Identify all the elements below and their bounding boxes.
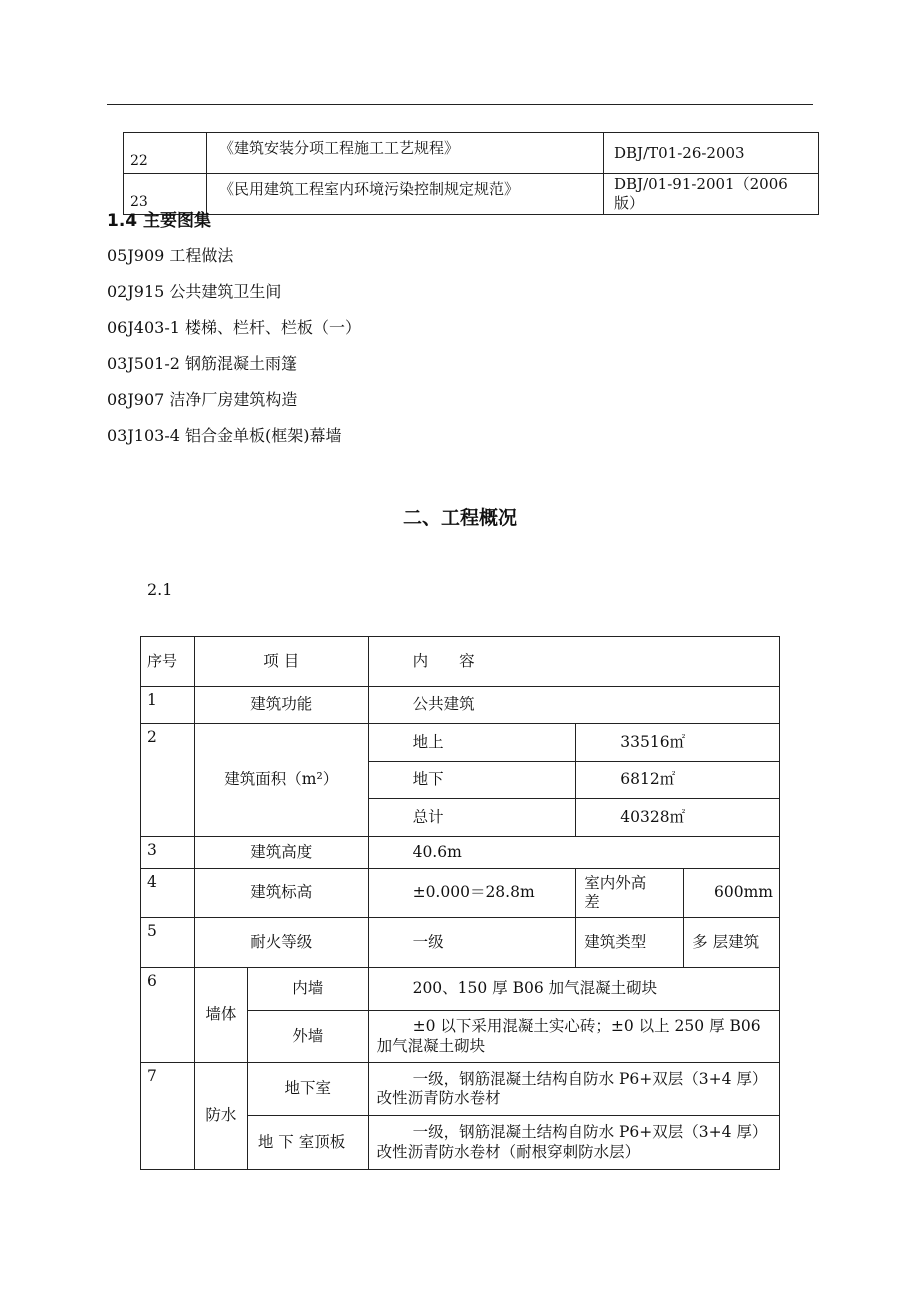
row-value: 40.6m: [368, 837, 779, 869]
header-content: 内 容: [368, 637, 779, 687]
row-no: 6: [141, 968, 195, 1063]
area-label: 地下: [368, 762, 576, 799]
row-item: 耐火等级: [194, 918, 368, 968]
std-no: 23: [124, 174, 207, 215]
waterproof-label: 地 下 室顶板: [247, 1116, 368, 1170]
wall-value: 200、150 厚 B06 加气混凝土砌块: [368, 968, 779, 1011]
row-no: 2: [141, 724, 195, 837]
area-label: 地上: [368, 724, 576, 762]
header-rule: [107, 104, 813, 105]
area-label: 总计: [368, 799, 576, 837]
elevation-diff-value: 600mm: [684, 869, 780, 918]
waterproof-value: 一级，钢筋混凝土结构自防水 P6+双层（3+4 厚）改性沥青防水卷材: [368, 1063, 779, 1116]
waterproof-value: 一级，钢筋混凝土结构自防水 P6+双层（3+4 厚）改性沥青防水卷材（耐根穿刺防水层）: [368, 1116, 779, 1170]
row-item: 建筑面积（m²）: [194, 724, 368, 837]
table-row: [141, 869, 780, 918]
atlas-item: 02J915 公共建筑卫生间: [107, 282, 282, 301]
wall-value: ±0 以下采用混凝土实心砖；±0 以上 250 厚 B06 加气混凝土砌块: [368, 1011, 779, 1063]
table-row: [124, 133, 819, 174]
std-name: 《民用建筑工程室内环境污染控制规定规范》: [207, 174, 604, 215]
section-number: 2.1: [147, 580, 173, 599]
atlas-item: 05J909 工程做法: [107, 246, 234, 265]
row-value: 公共建筑: [368, 687, 779, 724]
table-row: [141, 837, 780, 869]
atlas-item: 03J103-4 铝合金单板(框架)幕墙: [107, 426, 342, 445]
building-type-value: 多 层建筑: [684, 918, 780, 968]
row-item: 建筑功能: [194, 687, 368, 724]
row-no: 3: [141, 837, 195, 869]
header-no: 序号: [141, 637, 195, 687]
wall-label: 外墙: [247, 1011, 368, 1063]
overview-table: [140, 636, 780, 1170]
standards-table: [123, 132, 819, 215]
atlas-item: 06J403-1 楼梯、栏杆、栏板（一）: [107, 318, 361, 337]
wall-label: 内墙: [247, 968, 368, 1011]
row-value: ±0.000＝28.8m: [368, 869, 576, 918]
std-no: 22: [124, 133, 207, 174]
table-row: [141, 918, 780, 968]
table-row: [141, 637, 780, 687]
area-value: 33516㎡: [576, 724, 780, 762]
table-row: [124, 174, 819, 215]
area-value: 40328㎡: [576, 799, 780, 837]
section-title: 二、工程概况: [402, 507, 517, 529]
table-row: [141, 724, 780, 762]
row-value: 一级: [368, 918, 576, 968]
area-value: 6812㎡: [576, 762, 780, 799]
atlas-item: 08J907 洁净厂房建筑构造: [107, 390, 298, 409]
header-item: 项 目: [194, 637, 368, 687]
atlas-heading: 1.4 主要图集: [107, 211, 212, 231]
row-no: 5: [141, 918, 195, 968]
table-row: [141, 1063, 780, 1116]
std-code: DBJ/T01-26-2003: [604, 133, 819, 174]
row-item: 建筑高度: [194, 837, 368, 869]
row-item: 建筑标高: [194, 869, 368, 918]
std-name: 《建筑安装分项工程施工工艺规程》: [207, 133, 604, 174]
std-code: DBJ/01-91-2001（2006 版）: [604, 174, 819, 215]
table-row: [141, 968, 780, 1011]
atlas-item: 03J501-2 钢筋混凝土雨篷: [107, 354, 297, 373]
building-type-label: 建筑类型: [576, 918, 684, 968]
row-no: 7: [141, 1063, 195, 1170]
row-group: 墙体: [194, 968, 247, 1063]
row-group: 防水: [194, 1063, 247, 1170]
elevation-diff-label: 室内外高 差: [576, 869, 684, 918]
table-row: [141, 687, 780, 724]
row-no: 1: [141, 687, 195, 724]
row-no: 4: [141, 869, 195, 918]
waterproof-label: 地下室: [247, 1063, 368, 1116]
